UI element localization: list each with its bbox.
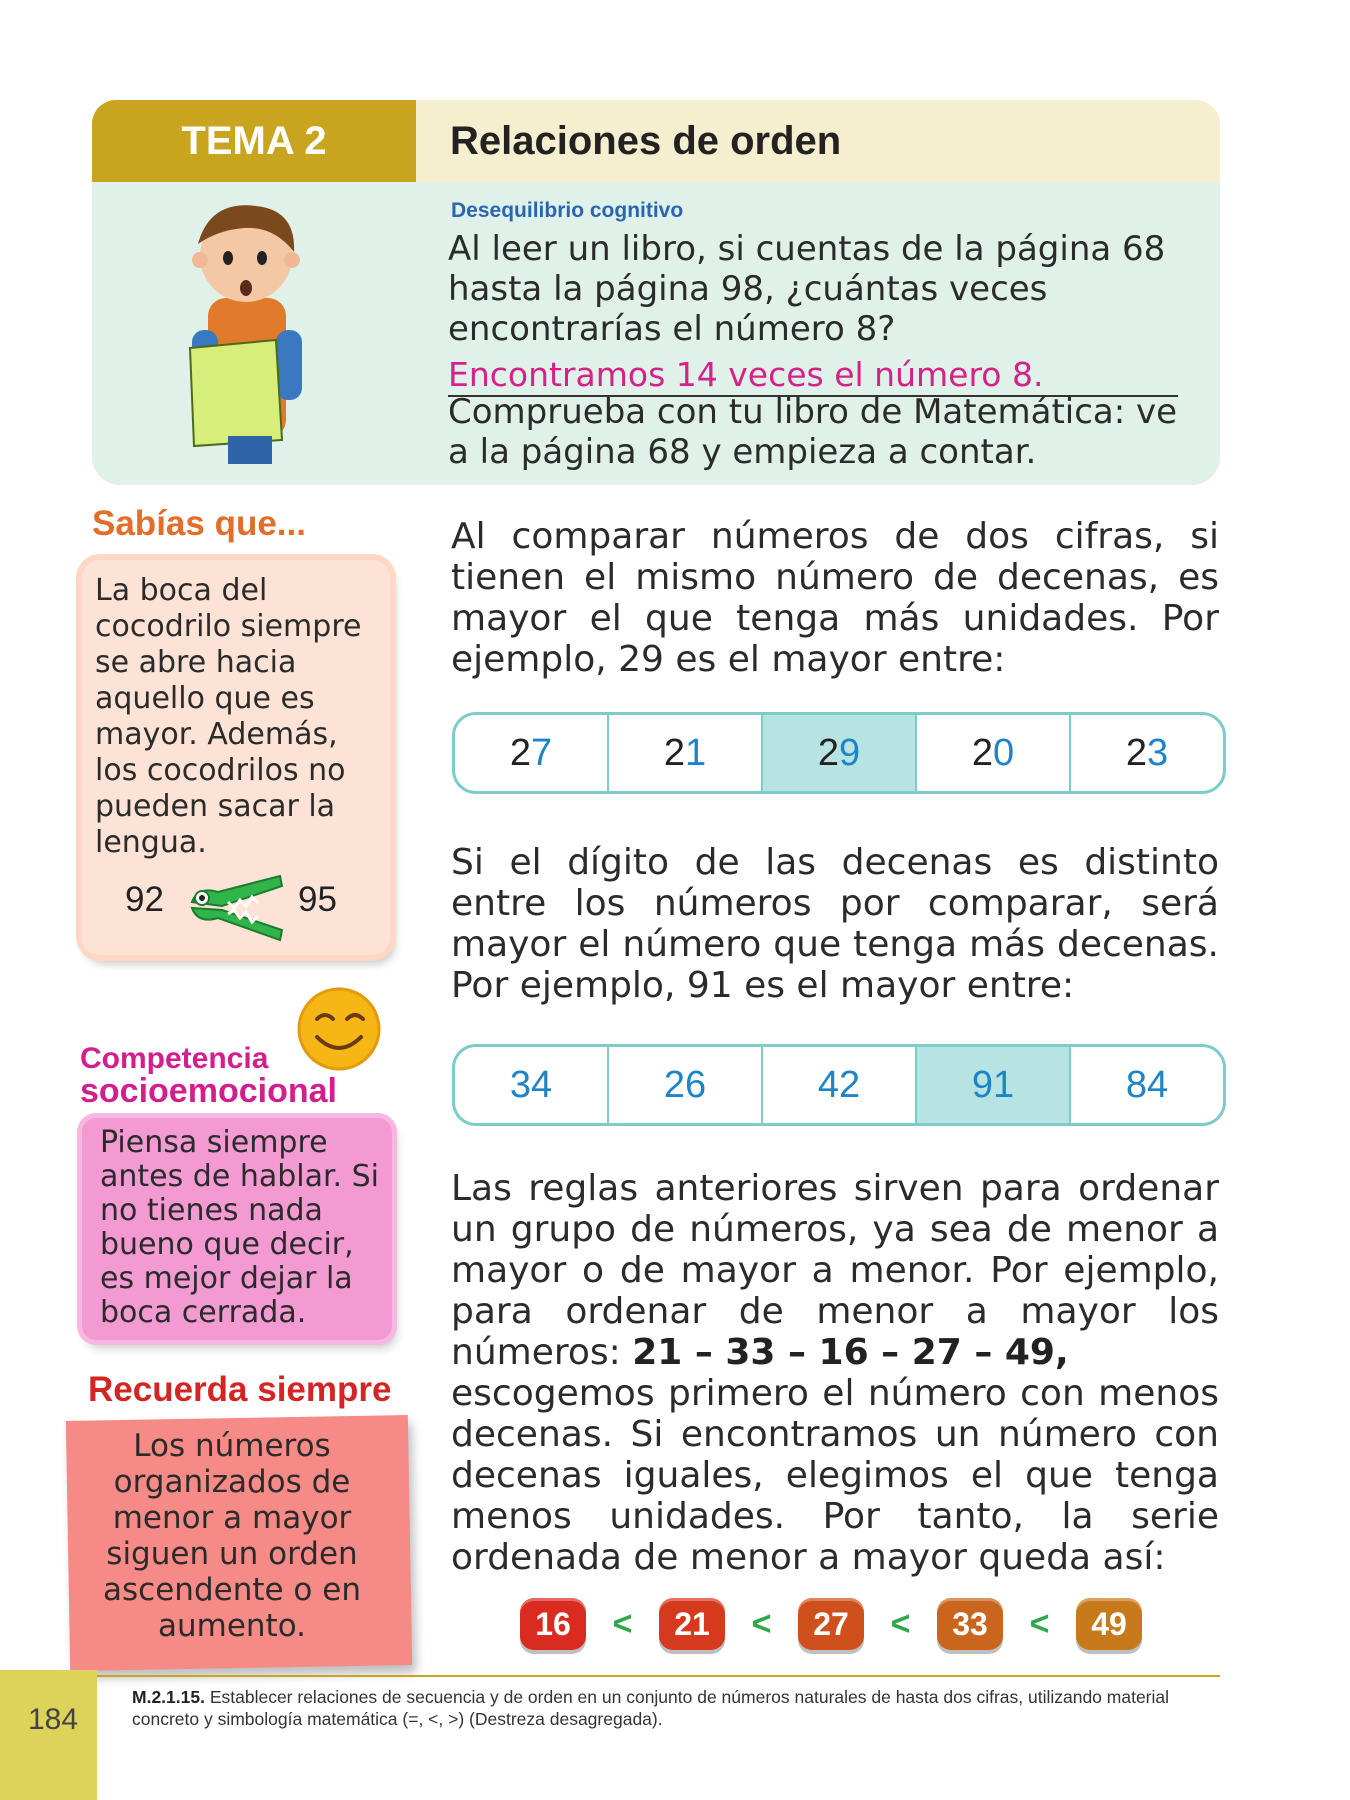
number-cell (609, 715, 763, 791)
crocodile-icon (188, 872, 284, 944)
series-chip: 33 (937, 1598, 1003, 1650)
topic-header (92, 100, 1220, 182)
footer-divider (92, 1675, 1220, 1677)
croc-right-number: 95 (298, 880, 337, 919)
number-cell (917, 715, 1071, 791)
skill-footnote (132, 1686, 1192, 1730)
smiley-icon (295, 985, 383, 1073)
series-chip: 27 (798, 1598, 864, 1650)
ordering-rest: escogemos primero el número con menos decenas. Si encontramos un número con decenas iguales, elegimos el que tenga menos unidades. Por tanto, la serie ordenada de menor a mayor queda así: (451, 1373, 1219, 1578)
intro-label: Desequilibrio cognitivo (451, 199, 684, 222)
units-digit: 7 (531, 732, 553, 774)
competencia-title-line2: socioemocional (80, 1072, 337, 1110)
ordering-rule-paragraph (451, 1168, 1219, 1578)
ordering-intro: Las reglas anteriores sirven para ordenar un grupo de números, ya sea de menor a mayor o de mayor a menor. Por ejemplo, para ordenar de menor a mayor los números: (451, 1168, 1219, 1373)
series-chip: 21 (659, 1598, 725, 1650)
number-cell: 84 (1125, 1064, 1169, 1106)
tema-badge: TEMA 2 (92, 100, 416, 182)
tens-digit: 2 (509, 732, 531, 774)
number-cell: 34 (455, 1047, 609, 1123)
number-row-different-tens (452, 1044, 1226, 1126)
tens-digit: 2 (817, 732, 839, 774)
page-number: 184 (28, 1703, 79, 1736)
number-cell (1071, 715, 1223, 791)
intro-check-instruction: Comprueba con tu libro de Matemática: ve a la página 68 y empieza a contar. (448, 392, 1178, 472)
competencia-title-line1: Competencia (80, 1042, 269, 1075)
tens-digit: 2 (663, 732, 685, 774)
rule-same-tens-paragraph: Al comparar números de dos cifras, si tienen el mismo número de decenas, es mayor el que tenga más unidades. Por ejemplo, 29 es el mayor entre: (451, 516, 1219, 680)
skill-code: M.2.1.15. (132, 1687, 205, 1707)
tens-digit: 2 (971, 732, 993, 774)
number-cell-highlighted (763, 715, 917, 791)
less-than-symbol: < (751, 1604, 772, 1643)
units-digit: 3 (1147, 732, 1169, 774)
units-digit: 0 (993, 732, 1015, 774)
number-row-same-tens (452, 712, 1226, 794)
units-digit: 1 (685, 732, 707, 774)
ordered-series (520, 1596, 1142, 1652)
sabias-title: Sabías que... (92, 504, 306, 543)
boy-reading-illustration (170, 200, 320, 470)
less-than-symbol: < (890, 1604, 911, 1643)
units-digit: 9 (839, 732, 861, 774)
intro-answer: Encontramos 14 veces el número 8. (448, 355, 1178, 397)
series-chip: 16 (520, 1598, 586, 1650)
number-cell (455, 715, 609, 791)
ordering-numbers: 21 – 33 – 16 – 27 – 49, (632, 1332, 1069, 1373)
less-than-symbol: < (612, 1604, 633, 1643)
number-cell: 42 (763, 1047, 917, 1123)
skill-description: Establecer relaciones de secuencia y de orden en un conjunto de números naturales de hasta dos cifras, utilizando material concreto y simbología matemática (=, <, >) (Destreza desagregada). (132, 1687, 1170, 1729)
number-cell: 26 (609, 1047, 763, 1123)
recuerda-title: Recuerda siempre (88, 1370, 392, 1409)
tens-digit: 2 (1125, 732, 1147, 774)
recuerda-text: Los números organizados de menor a mayor siguen un orden ascendente o en aumento. (103, 1428, 361, 1644)
series-chip: 49 (1076, 1598, 1142, 1650)
page-title: Relaciones de orden (450, 119, 842, 163)
competencia-text: Piensa siempre antes de hablar. Si no tienes nada bueno que decir, es mejor dejar la boca cerrada. (100, 1125, 380, 1330)
less-than-symbol: < (1029, 1604, 1050, 1643)
croc-left-number: 92 (125, 880, 164, 919)
number-cell-highlighted: 91 (917, 1047, 1071, 1123)
rule-different-tens-paragraph: Si el dígito de las decenas es distinto entre los números por comparar, será mayor el número que tenga más decenas. Por ejemplo, 91 es el mayor entre: (451, 842, 1219, 1006)
intro-question: Al leer un libro, si cuentas de la página 68 hasta la página 98, ¿cuántas veces encontrarías el número 8? (448, 229, 1166, 349)
sabias-text: La boca del cocodrilo siempre se abre hacia aquello que es mayor. Además, los cocodrilos no pueden sacar la lengua. (95, 573, 362, 860)
